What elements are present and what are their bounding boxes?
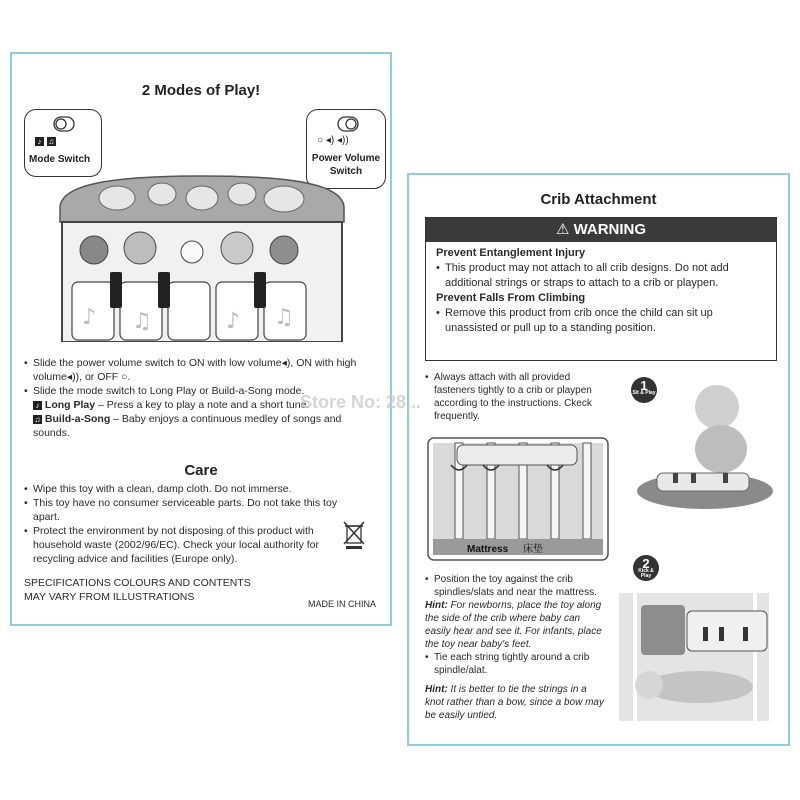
svg-text:♫: ♫ [274,305,294,330]
specifications-note: SPECIFICATIONS COLOURS AND CONTENTS MAY VARY FROM ILLUSTRATIONS [24,577,251,603]
step-1-badge: 1 Sit & Play [631,377,657,403]
double-note-icon: ♫ [48,137,55,146]
crib-baby-illustration [615,553,773,725]
svg-text:♫: ♫ [132,309,152,334]
store-watermark: Store No: 28... [300,392,422,412]
toggle-switch-icon [53,116,75,132]
attach-instructions: • Always attach with all provided fasteners tightly to a crib or playpen according to the instructions. Ckeck frequently. [425,371,603,423]
crib-diagram [427,437,609,561]
mattress-label-cn: 床垫 [523,544,543,555]
crib-attachment-card [407,173,790,746]
play-modes-title: 2 Modes of Play! [141,82,261,99]
high-volume-icon: ◂)) [336,135,349,146]
care-item: • This toy have no consumer serviceable parts. Do not take this toy apart. [24,496,342,524]
toggle-switch-icon [337,116,359,132]
mode-switch-label: Mode Switch [29,154,91,165]
position-instructions [425,573,605,722]
kick-and-play-photo [615,553,773,725]
care-item: • Protect the environment by not disposing of this product with household waste (2002/96/EC). Check your local authority for recycling advice and facilities (Europe only). [24,524,342,566]
volume-icons [317,135,349,146]
mode-switch-callout [24,109,102,177]
double-note-icon: ♫ [34,415,41,424]
play-modes-card [10,52,392,626]
care-title: Care [184,462,218,479]
crossed-bin-icon [342,520,366,550]
hint-knot: Hint: It is better to tie the strings in a knot rather than a bow, since a bow may be easily untied. [425,684,604,721]
off-icon: ○ [317,135,324,146]
power-switch-label: Power Volume Switch [311,153,381,177]
hint-newborns: Hint: For newborns, place the toy along the side of the crib where baby can easily hear and see it. For infants, place the toy near baby's feet. [425,600,602,650]
position-text: • Position the toy against the crib spindles/slats and near the mattress. [425,573,605,599]
low-volume-icon: ◂) [325,135,335,146]
entanglement-text: • This product may not attach to all crib designs. Do not add additional strings or straps to attach to a crib or playpen. [436,261,768,291]
made-in-label: MADE IN CHINA [308,599,377,609]
single-note-icon: ♪ [35,137,44,146]
long-play-line: ♪ Long Play – Press a key to play a note and a short tune. [24,398,380,412]
note-icons [35,136,56,147]
warning-label: WARNING [573,221,647,238]
warning-box [425,217,777,361]
warning-banner [426,218,776,242]
baby-sitting-illustration [625,375,773,515]
entanglement-heading: Prevent Entanglement Injury [436,247,586,259]
falls-heading: Prevent Falls From Climbing [436,292,586,304]
instruction-power: • Slide the power volume switch to ON with low volume◂), ON with high volume◂)), or OFF ○. [24,356,380,384]
toy-piano-illustration [52,172,352,342]
crib-attachment-title: Crib Attachment [540,191,657,208]
step-2-badge: 2 Kick & Play [633,555,659,581]
instruction-mode: • Slide the mode switch to Long Play or Build-a-Song mode. [24,384,380,398]
care-item: • Wipe this toy with a clean, damp cloth. Do not immerse. [24,482,342,496]
tie-text: • Tie each string tightly around a crib spindle/alat. [425,651,605,677]
single-note-icon: ♪ [33,401,42,410]
build-song-line: ♫ Build-a-Song – Baby enjoys a continuous medley of songs and sounds. [33,413,342,439]
svg-text:♪: ♪ [82,305,97,330]
mattress-label: Mattress [467,544,509,555]
sit-and-play-photo [625,375,773,515]
care-list [24,482,342,566]
falls-text: • Remove this product from crib once the child can sit up unassisted or pull up to a standing position. [436,306,768,336]
warning-triangle-icon: ⚠ [555,221,570,238]
svg-text:♪: ♪ [226,309,241,334]
